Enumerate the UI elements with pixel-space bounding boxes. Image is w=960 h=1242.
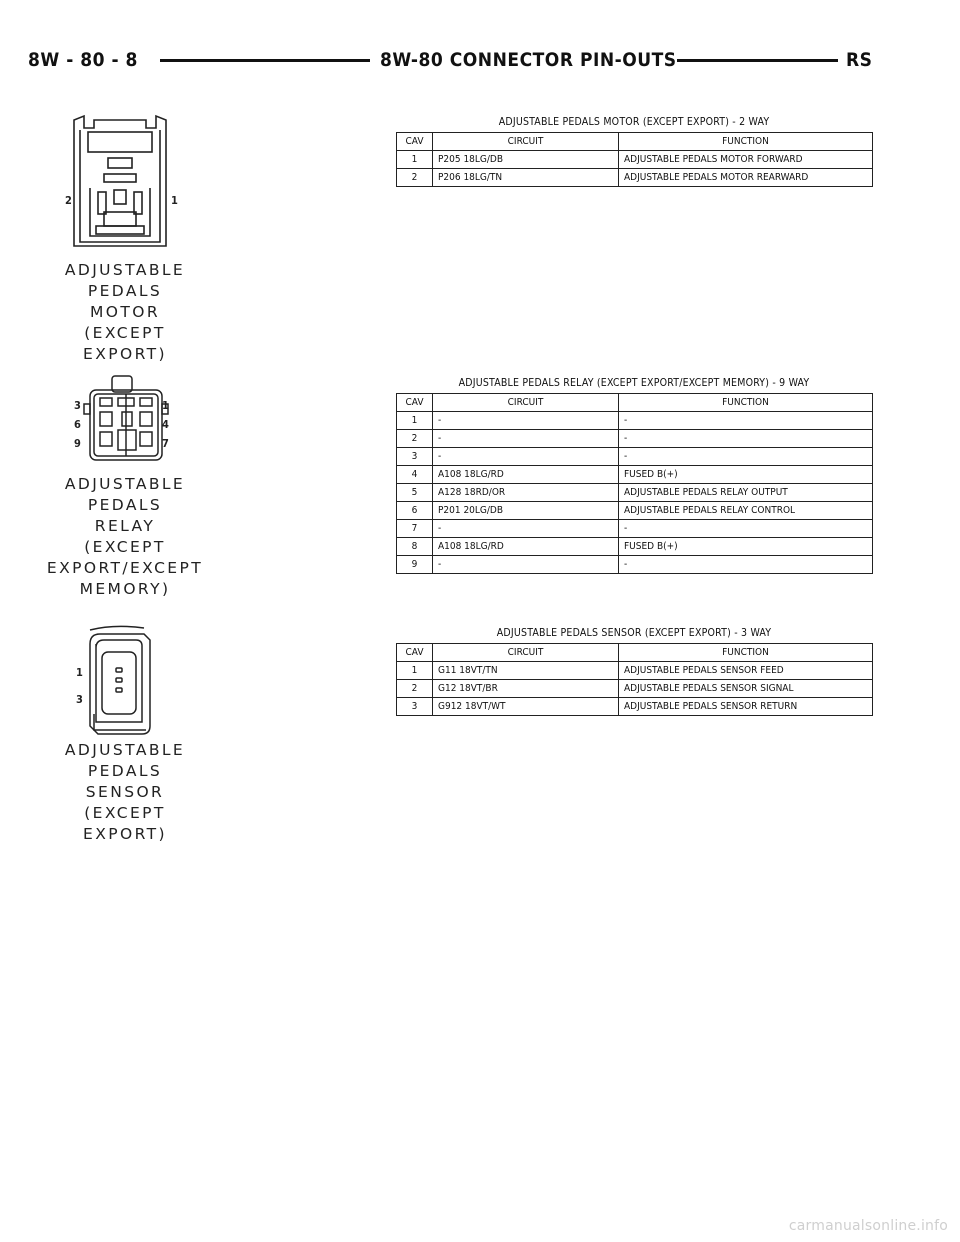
header-cav: CAV <box>397 644 433 662</box>
page-header <box>0 44 960 74</box>
cav-cell: 1 <box>397 151 433 169</box>
model-code: RS <box>846 49 873 71</box>
circuit-cell: P201 20LG/DB <box>433 502 619 520</box>
circuit-cell: - <box>433 430 619 448</box>
function-cell: ADJUSTABLE PEDALS RELAY OUTPUT <box>619 484 873 502</box>
cav-cell: 2 <box>397 169 433 187</box>
cav-cell: 2 <box>397 430 433 448</box>
table-header-row <box>397 644 873 662</box>
circuit-cell: - <box>433 412 619 430</box>
circuit-cell: P206 18LG/TN <box>433 169 619 187</box>
circuit-cell: G12 18VT/BR <box>433 680 619 698</box>
function-cell: ADJUSTABLE PEDALS SENSOR RETURN <box>619 698 873 716</box>
function-cell: - <box>619 430 873 448</box>
sensor-connector-label: ADJUSTABLE PEDALS SENSOR (EXCEPT EXPORT) <box>64 741 186 843</box>
header-rule-left <box>160 59 370 62</box>
sensor-connector-diagram <box>84 622 164 740</box>
table-row <box>397 538 873 556</box>
circuit-cell: A128 18RD/OR <box>433 484 619 502</box>
function-cell: - <box>619 448 873 466</box>
cav-cell: 2 <box>397 680 433 698</box>
function-cell: ADJUSTABLE PEDALS RELAY CONTROL <box>619 502 873 520</box>
motor-connector-diagram <box>60 108 180 258</box>
cav-cell: 9 <box>397 556 433 574</box>
cav-cell: 8 <box>397 538 433 556</box>
circuit-cell: A108 18LG/RD <box>433 538 619 556</box>
circuit-cell: A108 18LG/RD <box>433 466 619 484</box>
section-title: 8W-80 CONNECTOR PIN-OUTS <box>380 49 677 71</box>
cav-cell: 3 <box>397 448 433 466</box>
sensor-table-title: ADJUSTABLE PEDALS SENSOR (EXCEPT EXPORT) - 3 WAY <box>496 627 772 639</box>
header-cav: CAV <box>397 394 433 412</box>
table-row <box>397 412 873 430</box>
relay-pin-label-4: 4 <box>162 418 169 431</box>
cav-cell: 1 <box>397 662 433 680</box>
motor-connector-label: ADJUSTABLE PEDALS MOTOR (EXCEPT EXPORT) <box>64 261 186 363</box>
page-number: 8W - 80 - 8 <box>28 49 138 71</box>
table-row <box>397 502 873 520</box>
table-row <box>397 556 873 574</box>
relay-connector-label: ADJUSTABLE PEDALS RELAY (EXCEPT EXPORT/EXCEPT MEMORY) <box>46 475 204 598</box>
motor-table-title: ADJUSTABLE PEDALS MOTOR (EXCEPT EXPORT) - 2 WAY <box>498 116 770 128</box>
circuit-cell: - <box>433 556 619 574</box>
header-circuit: CIRCUIT <box>433 644 619 662</box>
table-row <box>397 448 873 466</box>
header-function: FUNCTION <box>619 394 873 412</box>
cav-cell: 4 <box>397 466 433 484</box>
relay-pin-label-1: 1 <box>162 399 169 412</box>
motor-pin-label-2: 2 <box>65 194 72 207</box>
relay-pin-label-9: 9 <box>74 437 81 450</box>
sensor-pinout-table <box>396 643 873 716</box>
relay-pin-label-7: 7 <box>162 437 169 450</box>
table-row <box>397 662 873 680</box>
motor-pinout-table <box>396 132 873 187</box>
relay-pin-label-6: 6 <box>74 418 81 431</box>
circuit-cell: G11 18VT/TN <box>433 662 619 680</box>
header-function: FUNCTION <box>619 133 873 151</box>
circuit-cell: G912 18VT/WT <box>433 698 619 716</box>
function-cell: ADJUSTABLE PEDALS MOTOR FORWARD <box>619 151 873 169</box>
motor-pin-label-1: 1 <box>171 194 178 207</box>
function-cell: ADJUSTABLE PEDALS SENSOR SIGNAL <box>619 680 873 698</box>
watermark-text: carmanualsonline.info <box>788 1218 948 1234</box>
header-circuit: CIRCUIT <box>433 394 619 412</box>
relay-table-title: ADJUSTABLE PEDALS RELAY (EXCEPT EXPORT/EXCEPT MEMORY) - 9 WAY <box>458 377 810 389</box>
function-cell: ADJUSTABLE PEDALS MOTOR REARWARD <box>619 169 873 187</box>
cav-cell: 6 <box>397 502 433 520</box>
header-cav: CAV <box>397 133 433 151</box>
table-header-row <box>397 394 873 412</box>
function-cell: - <box>619 520 873 538</box>
circuit-cell: - <box>433 448 619 466</box>
cav-cell: 1 <box>397 412 433 430</box>
relay-connector-diagram <box>82 374 172 466</box>
cav-cell: 3 <box>397 698 433 716</box>
table-row <box>397 680 873 698</box>
relay-pin-label-3: 3 <box>74 399 81 412</box>
table-row <box>397 151 873 169</box>
relay-pinout-table <box>396 393 873 574</box>
table-row <box>397 430 873 448</box>
table-row <box>397 698 873 716</box>
function-cell: ADJUSTABLE PEDALS SENSOR FEED <box>619 662 873 680</box>
table-header-row <box>397 133 873 151</box>
circuit-cell: - <box>433 520 619 538</box>
function-cell: FUSED B(+) <box>619 466 873 484</box>
function-cell: FUSED B(+) <box>619 538 873 556</box>
table-row <box>397 169 873 187</box>
cav-cell: 7 <box>397 520 433 538</box>
cav-cell: 5 <box>397 484 433 502</box>
function-cell: - <box>619 412 873 430</box>
sensor-pin-label-3: 3 <box>76 693 83 706</box>
table-row <box>397 520 873 538</box>
function-cell: - <box>619 556 873 574</box>
circuit-cell: P205 18LG/DB <box>433 151 619 169</box>
header-function: FUNCTION <box>619 644 873 662</box>
header-circuit: CIRCUIT <box>433 133 619 151</box>
table-row <box>397 484 873 502</box>
table-row <box>397 466 873 484</box>
sensor-pin-label-1: 1 <box>76 666 83 679</box>
